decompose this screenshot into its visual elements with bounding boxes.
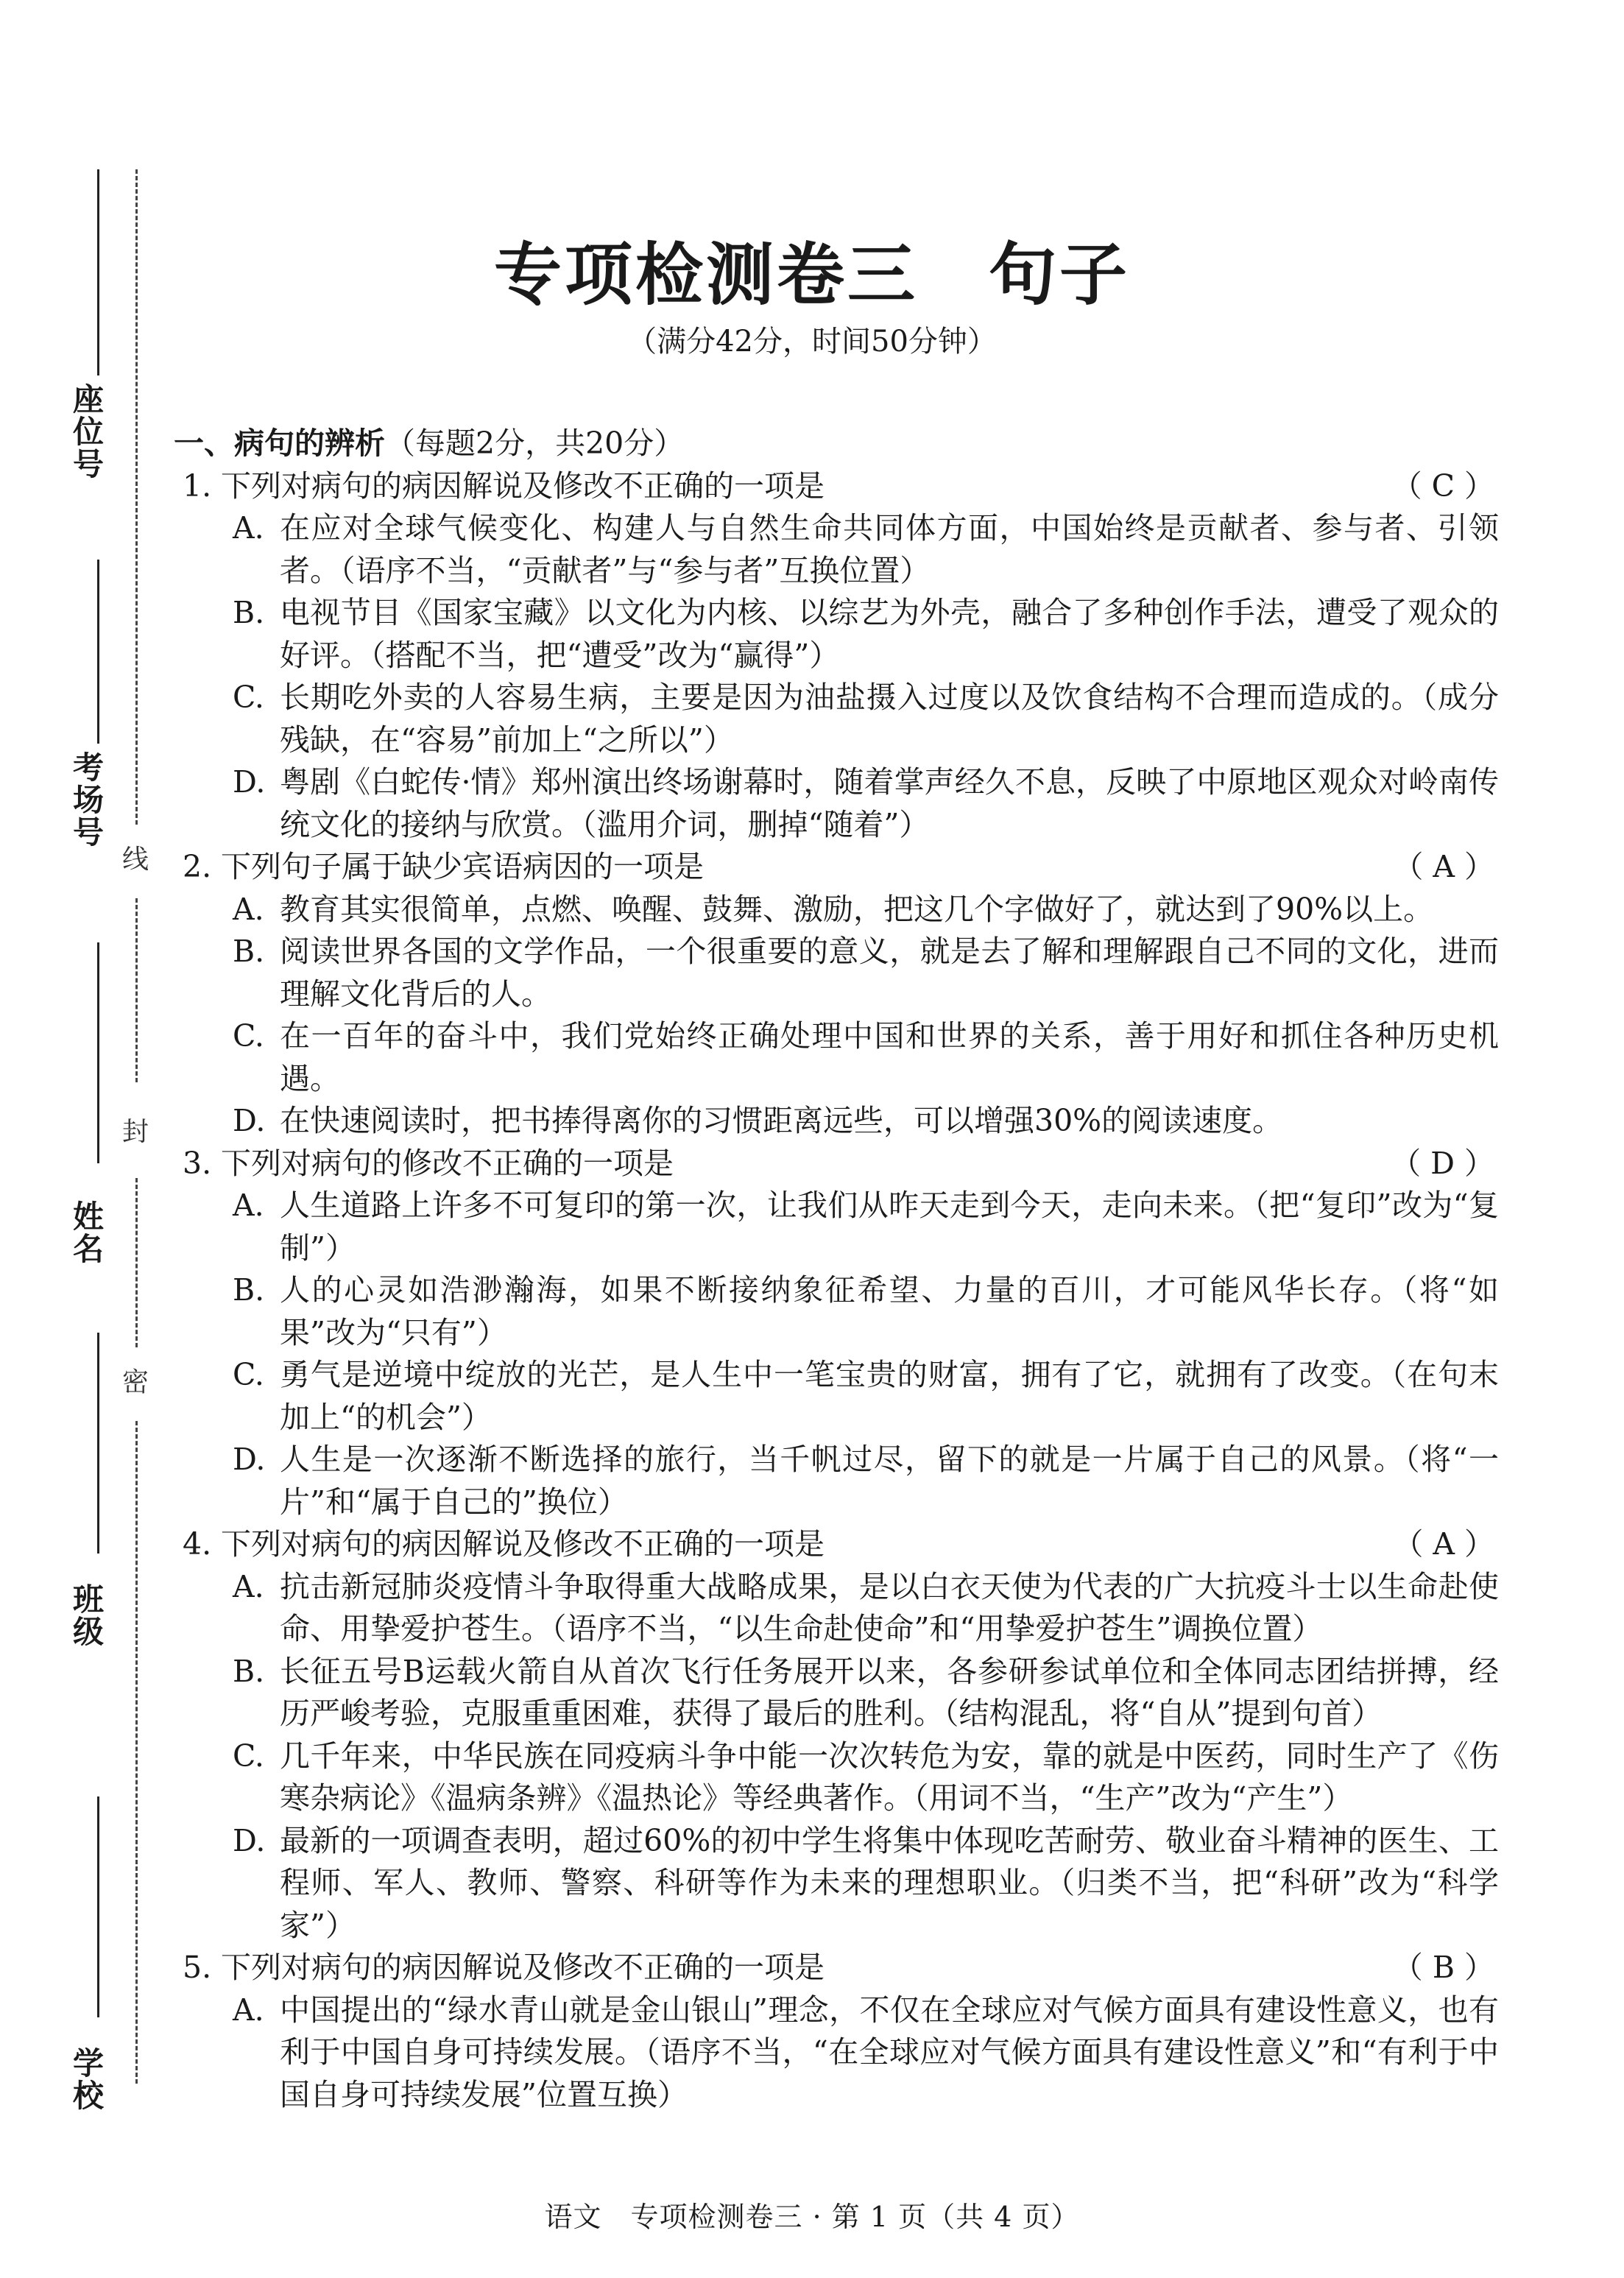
option-text: 人生道路上许多不可复印的第一次，让我们从昨天走到今天，走向未来。（把“复印”改为“复制”） (280, 1188, 1499, 1266)
question-1 (174, 465, 1499, 847)
option-d (183, 1820, 1499, 1947)
option-label: D. (233, 1103, 266, 1138)
option-text: 长期吃外卖的人容易生病，主要是因为油盐摄入过度以及饮食结构不合理而造成的。（成分残缺，在“容易”前加上“之所以”） (280, 680, 1499, 758)
section-heading (174, 423, 1499, 465)
question-number: 2. (183, 849, 212, 884)
option-label: D. (233, 764, 266, 800)
seat-number-label: 座位号 (68, 383, 105, 480)
option-label: C. (233, 1738, 264, 1774)
option-text: 勇气是逆境中绽放的光芒，是人生中一笔宝贵的财富，拥有了它，就拥有了改变。（在句末加上“的机会”） (280, 1357, 1499, 1435)
option-text: 中国提出的“绿水青山就是金山银山”理念，不仅在全球应对气候方面具有建设性意义，也有利于中国自身可持续发展。（语序不当，“在全球应对气候方面具有建设性意义”和“有利于中国自身可持续发展”位置互换） (280, 1992, 1499, 2112)
option-text: 最新的一项调查表明，超过60%的初中学生将集中体现吃苦耐劳、敬业奋斗精神的医生、工程师、军人、教师、警察、科研等作为未来的理想职业。（归类不当，把“科研”改为“科学家”） (280, 1822, 1499, 1943)
question-stem: 下列对病句的病因解说及修改不正确的一项是 (221, 468, 825, 504)
option-label: C. (233, 1018, 264, 1054)
option-label: A. (233, 1992, 264, 2028)
question-4 (174, 1523, 1499, 1947)
option-d (183, 1439, 1499, 1523)
page-subtitle: （满分42分，时间50分钟） (627, 325, 997, 359)
option-text: 人的心灵如浩渺瀚海，如果不断接纳象征希望、力量的百川，才可能风华长存。（将“如果”改为“只有”） (280, 1272, 1499, 1350)
option-label: A. (233, 1188, 264, 1223)
option-a (183, 889, 1499, 931)
section-title: 一、病句的辨析 (174, 426, 385, 461)
class-label: 班级 (68, 1583, 105, 1648)
name-label: 姓名 (68, 1200, 105, 1265)
question-stem: 下列对病句的病因解说及修改不正确的一项是 (221, 1950, 825, 1985)
option-label: A. (233, 510, 264, 546)
page-footer: 语文 专项检测卷三 · 第 1 页（共 4 页） (544, 2201, 1080, 2233)
question-2 (174, 846, 1499, 1143)
question-number: 3. (183, 1145, 212, 1181)
cut-line-3 (135, 1178, 138, 1347)
option-b (183, 1269, 1499, 1354)
question-5 (174, 1947, 1499, 2116)
option-label: B. (233, 1272, 265, 1308)
option-label: A. (233, 1568, 264, 1604)
cut-word-secret: 密 (122, 1367, 149, 1397)
answer-box[interactable]: （ A ） (1393, 1526, 1494, 1562)
school-line[interactable] (97, 1796, 99, 2017)
option-d (183, 761, 1499, 846)
option-text: 粤剧《白蛇传·情》郑州演出终场谢幕时，随着掌声经久不息，反映了中原地区观众对岭南传统文化的接纳与欣赏。（滥用介词，删掉“随着”） (280, 764, 1499, 842)
option-label: B. (233, 934, 265, 969)
option-label: B. (233, 1653, 265, 1689)
cut-word-seal: 封 (122, 1117, 149, 1147)
option-text: 在快速阅读时，把书捧得离你的习惯距离远些，可以增强30%的阅读速度。 (280, 1103, 1283, 1138)
option-c (183, 1354, 1499, 1439)
option-text: 几千年来，中华民族在同疫病斗争中能一次次转危为安，靠的就是中医药，同时生产了《伤寒杂病论》《温病条辨》《温热论》等经典著作。（用词不当，“生产”改为“产生”） (280, 1738, 1499, 1816)
class-line[interactable] (97, 1333, 99, 1554)
option-b (183, 1651, 1499, 1735)
option-label: B. (233, 595, 265, 630)
option-text: 长征五号B运载火箭自从首次飞行任务展开以来，各参研参试单位和全体同志团结拼搏，经历严峻考验，克服重重困难，获得了最后的胜利。（结构混乱，将“自从”提到句首） (280, 1653, 1499, 1731)
question-number: 4. (183, 1526, 212, 1562)
cut-line-4 (135, 1421, 138, 2084)
option-text: 电视节目《国家宝藏》以文化为内核、以综艺为外壳，融合了多种创作手法，遭受了观众的好评。（搭配不当，把“遭受”改为“赢得”） (280, 595, 1499, 673)
option-c (183, 1015, 1499, 1100)
question-3 (174, 1143, 1499, 1524)
option-text: 在一百年的奋斗中，我们党始终正确处理中国和世界的关系，善于用好和抓住各种历史机遇。 (280, 1018, 1499, 1096)
question-stem: 下列句子属于缺少宾语病因的一项是 (221, 849, 704, 884)
option-c (183, 1735, 1499, 1820)
option-label: D. (233, 1442, 266, 1477)
question-stem: 下列对病句的病因解说及修改不正确的一项是 (221, 1526, 825, 1562)
option-text: 教育其实很简单，点燃、唤醒、鼓舞、激励，把这几个字做好了，就达到了90%以上。 (280, 891, 1434, 927)
exam-room-line[interactable] (97, 560, 99, 744)
option-text: 阅读世界各国的文学作品，一个很重要的意义，就是去了解和理解跟自己不同的文化，进而理解文化背后的人。 (280, 934, 1499, 1012)
name-line[interactable] (97, 942, 99, 1163)
option-text: 抗击新冠肺炎疫情斗争取得重大战略成果，是以白衣天使为代表的广大抗疫斗士以生命赴使命、用挚爱护苍生。（语序不当，“以生命赴使命”和“用挚爱护苍生”调换位置） (280, 1568, 1499, 1646)
answer-box[interactable]: （ C ） (1391, 468, 1494, 504)
option-label: C. (233, 1357, 264, 1392)
option-a (183, 1566, 1499, 1651)
question-number: 5. (183, 1950, 212, 1985)
page-title: 专项检测卷三 句子 (493, 236, 1130, 314)
option-a (183, 1989, 1499, 2117)
answer-box[interactable]: （ A ） (1393, 849, 1494, 884)
question-number: 1. (183, 468, 212, 504)
option-b (183, 592, 1499, 677)
cut-line-2 (135, 898, 138, 1082)
section-note: （每题2分，共20分） (385, 426, 685, 461)
option-label: C. (233, 680, 264, 715)
answer-box[interactable]: （ B ） (1392, 1950, 1494, 1985)
option-text: 在应对全球气候变化、构建人与自然生命共同体方面，中国始终是贡献者、参与者、引领者。（语序不当，“贡献者”与“参与者”互换位置） (280, 510, 1499, 588)
question-stem: 下列对病句的修改不正确的一项是 (221, 1145, 674, 1181)
cut-word-line: 线 (122, 844, 149, 875)
option-d (183, 1100, 1499, 1143)
question-content (174, 423, 1499, 2116)
option-label: D. (233, 1822, 266, 1858)
option-b (183, 931, 1499, 1015)
exam-room-label: 考场号 (68, 751, 105, 848)
option-label: A. (233, 891, 264, 927)
option-a (183, 1185, 1499, 1269)
option-text: 人生是一次逐渐不断选择的旅行，当千帆过尽，留下的就是一片属于自己的风景。（将“一片”和“属于自己的”换位） (280, 1442, 1499, 1520)
option-c (183, 677, 1499, 761)
answer-box[interactable]: （ D ） (1391, 1145, 1494, 1181)
option-a (183, 507, 1499, 592)
school-label: 学校 (68, 2047, 105, 2112)
